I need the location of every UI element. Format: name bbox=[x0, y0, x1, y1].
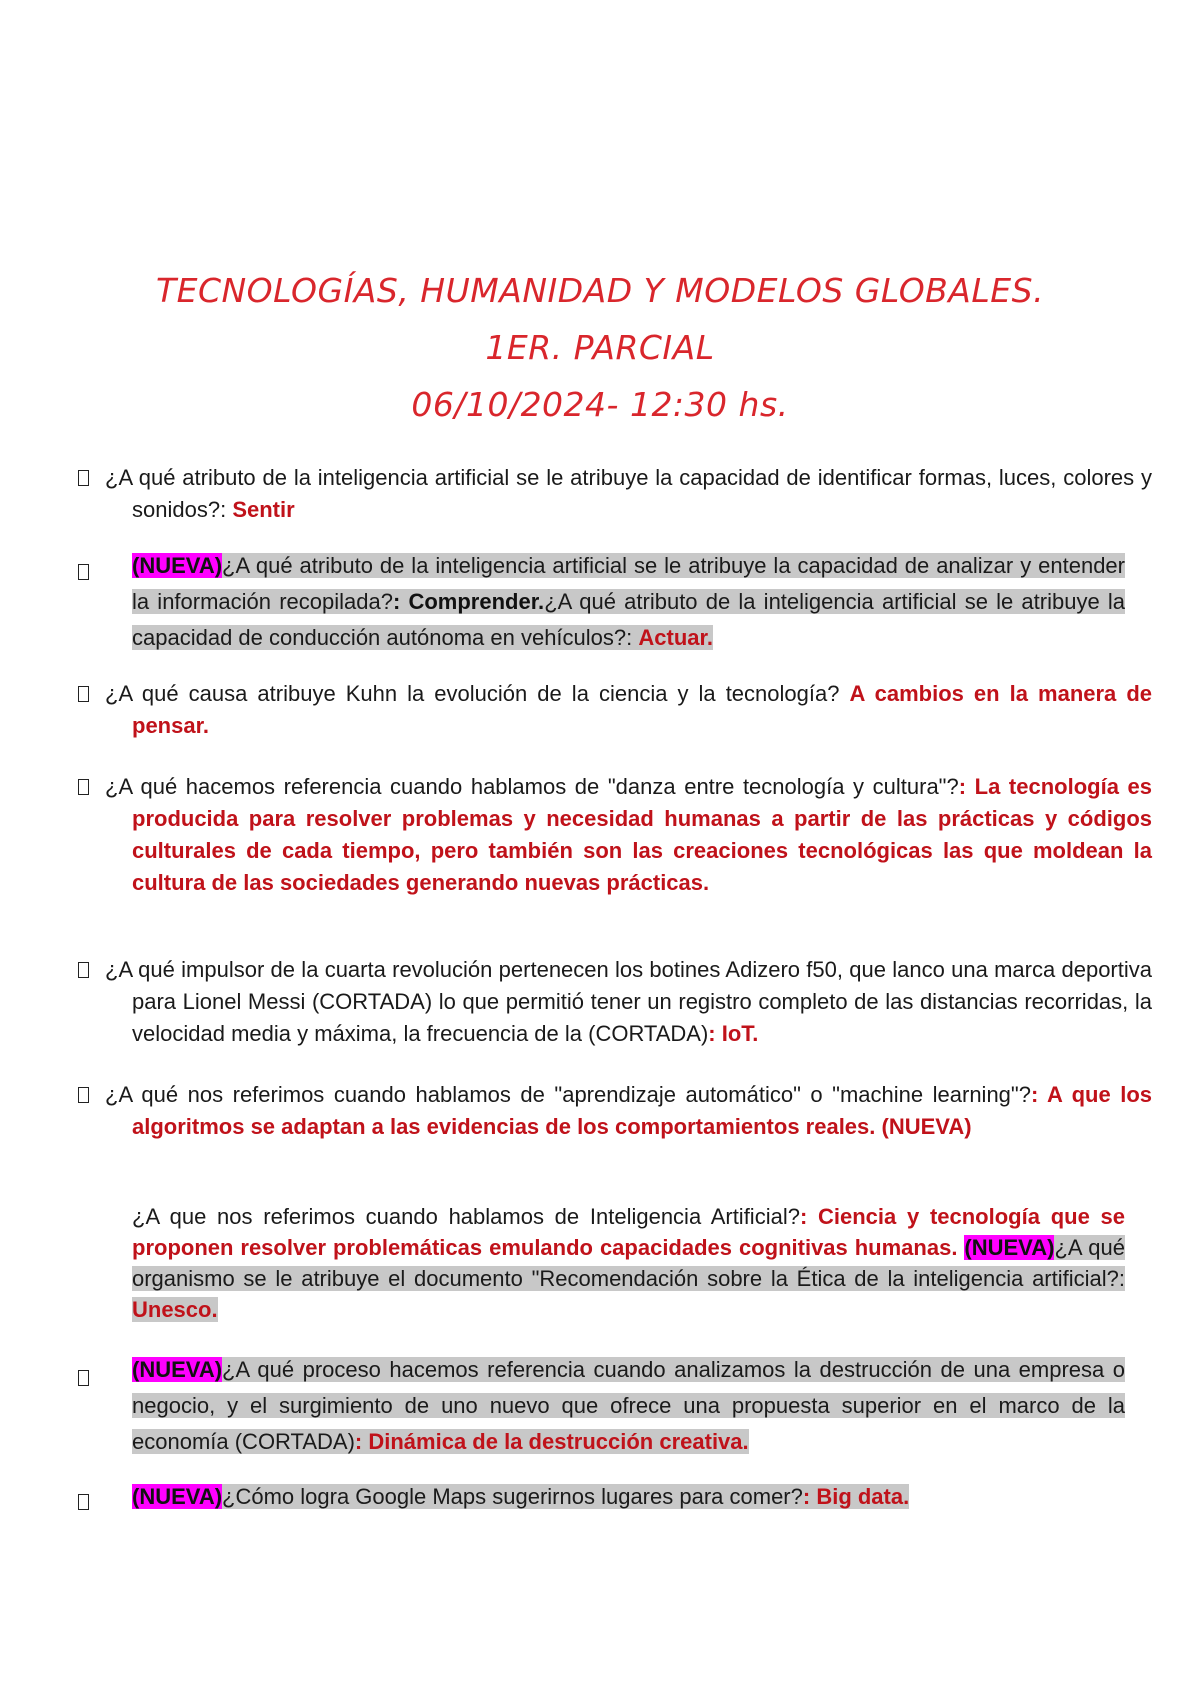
question-text: ¿A qué hacemos referencia cuando hablamos de "danza entre tecnología y cultura"? bbox=[105, 774, 959, 799]
question-5 bbox=[105, 954, 1152, 1050]
answer-text: : Comprender. bbox=[392, 589, 545, 614]
bullet-icon bbox=[78, 1370, 89, 1386]
question-text: ¿A qué nos referimos cuando hablamos de "aprendizaje automático" o "machine learning"? bbox=[105, 1082, 1031, 1107]
new-tag: (NUEVA) bbox=[132, 553, 223, 578]
question-text: ¿A qué proceso hacemos referencia cuando analizamos la destrucción de una empresa o negocio, y el surgimiento de uno nuevo que ofrece una propuesta superior en el marco de la economía (CORTADA) bbox=[132, 1357, 1125, 1454]
answer-text: : Big data. bbox=[802, 1484, 910, 1509]
question-text: ¿A qué atributo de la inteligencia artificial se le atribuye la capacidad de identificar formas, luces, colores y sonidos?: bbox=[105, 465, 1152, 522]
question-text-2: ¿A qué organismo se le atribuye el documento "Recomendación sobre la Ética de la inteligencia artificial?: bbox=[132, 1235, 1125, 1291]
answer-text-2: Actuar. bbox=[638, 625, 713, 650]
answer-text: A cambios en la manera de pensar. bbox=[132, 681, 1152, 738]
answer-text: : La tecnología es producida para resolver problemas y necesidad humanas a partir de las prácticas y códigos culturales de cada tiempo, pero también son las creaciones tecnológicas las que moldean la cultura de las sociedades generando nuevas prácticas. bbox=[132, 774, 1152, 895]
question-7 bbox=[132, 1201, 1125, 1325]
title-exam: 1ER. PARCIAL bbox=[485, 328, 715, 367]
question-text: ¿A qué atributo de la inteligencia artificial se le atribuye la capacidad de analizar y entender la información recopilada? bbox=[132, 553, 1125, 614]
answer-text: : Dinámica de la destrucción creativa. bbox=[354, 1429, 749, 1454]
question-3 bbox=[105, 678, 1152, 742]
question-text: ¿A qué causa atribuye Kuhn la evolución de la ciencia y la tecnología? bbox=[105, 681, 840, 706]
new-tag: (NUEVA) bbox=[132, 1357, 223, 1382]
question-6 bbox=[105, 1079, 1152, 1143]
bullet-icon bbox=[78, 779, 89, 795]
bullet-icon bbox=[78, 470, 89, 486]
new-tag: (NUEVA) bbox=[964, 1235, 1055, 1260]
bullet-icon bbox=[78, 1087, 89, 1103]
question-2 bbox=[132, 548, 1125, 656]
question-text: ¿Cómo logra Google Maps sugerirnos lugares para comer? bbox=[222, 1484, 803, 1509]
new-tag: (NUEVA) bbox=[132, 1484, 223, 1509]
answer-text-2: Unesco. bbox=[132, 1297, 218, 1322]
title-date: 06/10/2024- 12:30 hs. bbox=[411, 385, 789, 424]
question-text: ¿A qué impulsor de la cuarta revolución pertenecen los botines Adizero f50, que lanco una marca deportiva para Lionel Messi (CORTADA) lo que permitió tener un registro completo de las distancias recorridas, la velocidad media y máxima, la frecuencia de la (CORTADA) bbox=[105, 957, 1152, 1046]
bullet-icon bbox=[78, 686, 89, 702]
title-course: TECNOLOGÍAS, HUMANIDAD Y MODELOS GLOBALES. bbox=[155, 271, 1045, 310]
question-8 bbox=[132, 1352, 1125, 1460]
answer-text: Sentir bbox=[232, 497, 295, 522]
question-1 bbox=[105, 462, 1152, 526]
question-text-2: ¿A qué atributo de la inteligencia artificial se le atribuye la capacidad de conducción autónoma en vehículos?: bbox=[132, 589, 1125, 650]
answer-text: : IoT. bbox=[708, 1021, 759, 1046]
question-text: ¿A que nos referimos cuando hablamos de Inteligencia Artificial? bbox=[132, 1204, 800, 1229]
answer-text: : A que los algoritmos se adaptan a las evidencias de los comportamientos reales. (NUEVA) bbox=[132, 1082, 1152, 1139]
question-4 bbox=[105, 771, 1152, 899]
exam-title bbox=[0, 262, 1200, 433]
question-9 bbox=[132, 1480, 1125, 1514]
bullet-icon bbox=[78, 962, 89, 978]
bullet-icon bbox=[78, 564, 89, 580]
answer-text: : Ciencia y tecnología que se proponen resolver problemáticas emulando capacidades cognitivas humanas. bbox=[132, 1204, 1125, 1260]
bullet-icon bbox=[78, 1494, 89, 1510]
